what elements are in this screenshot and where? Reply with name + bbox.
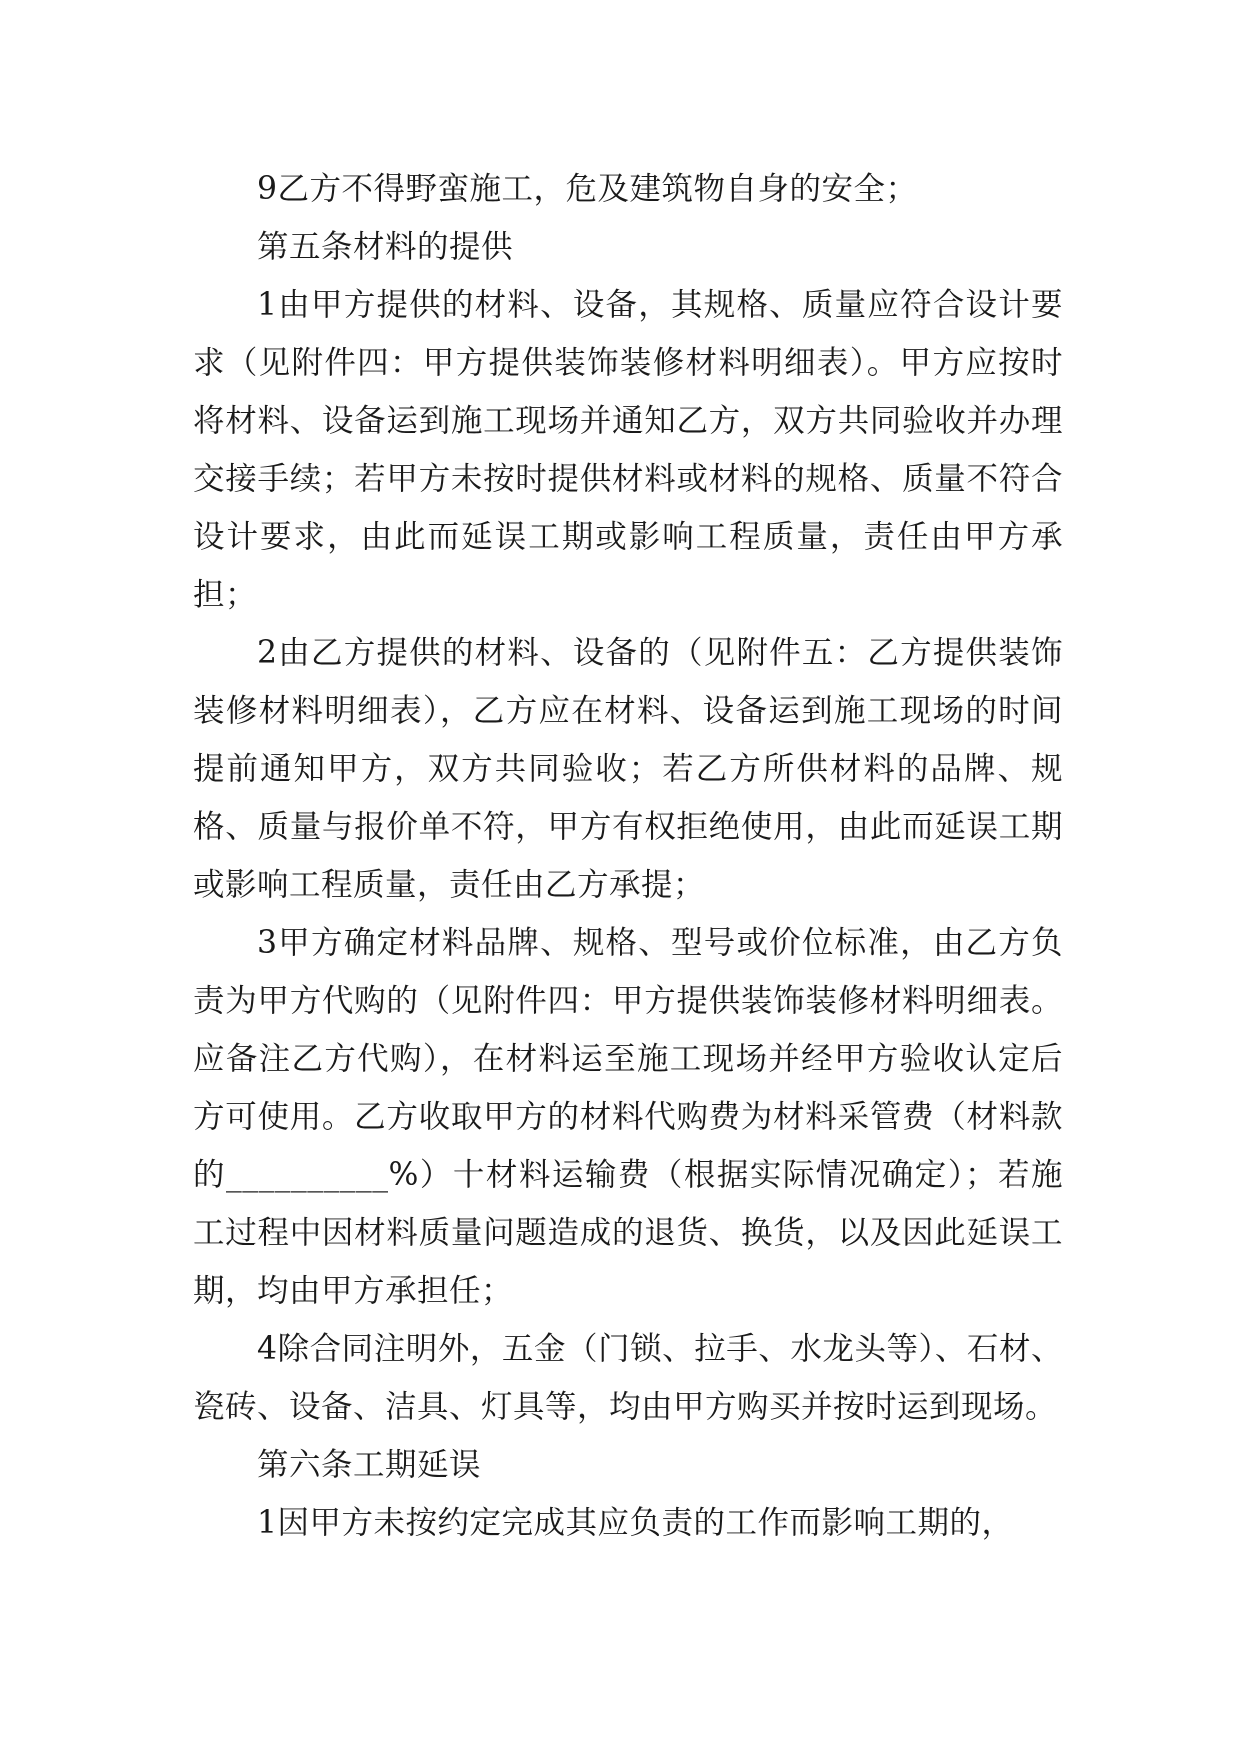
paragraph-item-1-delay: 1因甲方未按约定完成其应负责的工作而影响工期的， bbox=[257, 1505, 1014, 1541]
paragraph-item-2-party-b-materials: 2由乙方提供的材料、设备的（见附件五：乙方提供装饰装修材料明细表），乙方应在材料、设备运到施工现场的时间提前通知甲方，双方共同验收；若乙方所供材料的品牌、规格、质量与报价单不符，甲方有权拒绝使用，由此而延误工期或影响工程质量，责任由乙方承提； bbox=[193, 635, 1063, 903]
document-body bbox=[193, 160, 1063, 1552]
paragraph-item-1-party-a-materials: 1由甲方提供的材料、设备，其规格、质量应符合设计要求（见附件四：甲方提供装饰装修材料明细表）。甲方应按时将材料、设备运到施工现场并通知乙方，双方共同验收并办理交接手续；若甲方未按时提供材料或材料的规格、质量不符合设计要求，由此而延误工期或影响工程质量，责任由甲方承担； bbox=[193, 287, 1063, 613]
paragraph-item-3-proxy-purchase: 3甲方确定材料品牌、规格、型号或价位标准，由乙方负责为甲方代购的（见附件四：甲方提供装饰装修材料明细表。应备注乙方代购），在材料运至施工现场并经甲方验收认定后方可使用。乙方收取甲方的材料代购费为材料采管费（材料款的__________%）十材料运输费（根据实际情况确定）；若施工过程中因材料质量问题造成的退货、换货，以及因此延误工期，均由甲方承担任； bbox=[193, 925, 1063, 1309]
section-heading-article-6: 第六条工期延误 bbox=[257, 1447, 482, 1483]
paragraph-item-4-hardware: 4除合同注明外，五金（门锁、拉手、水龙头等）、石材、瓷砖、设备、洁具、灯具等，均由甲方购买并按时运到现场。 bbox=[193, 1331, 1063, 1425]
section-heading-article-5: 第五条材料的提供 bbox=[257, 229, 514, 265]
paragraph-item-9: 9乙方不得野蛮施工，危及建筑物自身的安全； bbox=[257, 171, 918, 207]
